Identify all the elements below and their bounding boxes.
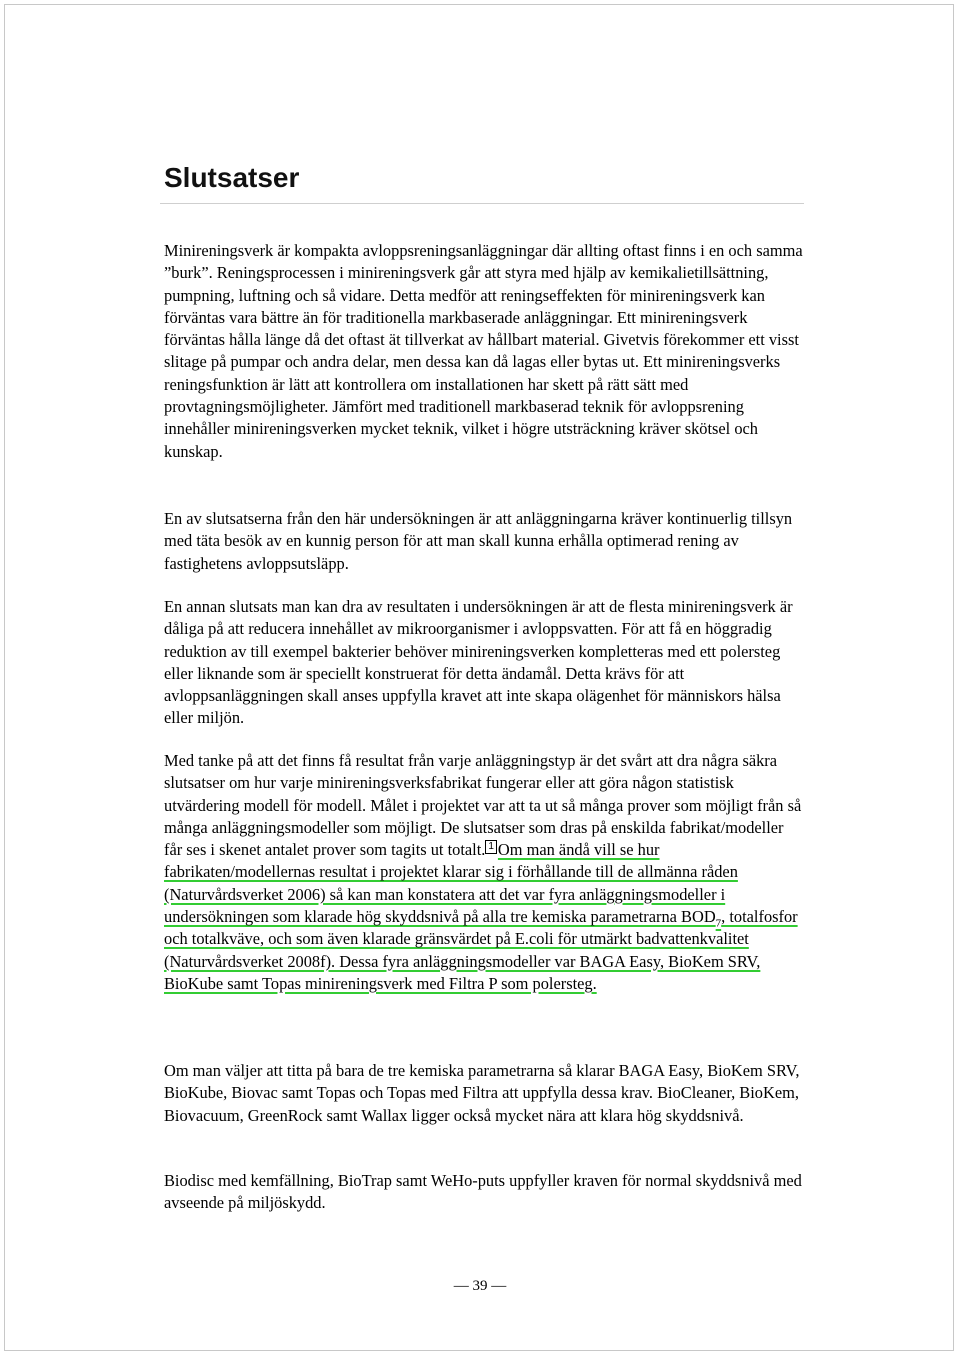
page-number: — 39 — <box>453 1278 507 1294</box>
revised-text-b: , totalfosfor och totalkväve, och som även klarade gränsvärdet på E.coli för utmärkt badvattenkvalitet (Naturvårdsverket 2008f). Dessa fyra anläggningsmodeller var BAGA Easy, BioKem SRV, BioKube samt Topas minireningsverk med Filtra P som polersteg. <box>164 907 798 993</box>
paragraph-normal-protection: Biodisc med kemfällning, BioTrap samt WeHo-puts uppfyller kraven för normal skyddsnivå med avseende på miljöskydd. <box>164 1171 802 1213</box>
comment-marker[interactable]: 1 <box>485 840 497 854</box>
revised-text-a: Om man ändå vill se hur fabrikaten/modellernas resultat i projektet klarar sig i förhållande till de allmänna råden (Naturvårdsverket 2006) så kan man konstatera att det var fyra anläggningsmodeller i undersökningen som klarade hög skyddsnivå på alla tre kemiska parametrarna BOD <box>164 840 738 927</box>
paragraph-intro: Minireningsverk är kompakta avloppsreningsanläggningar där allting oftast finns i en och samma ”burk”. Reningsprocessen i minireningsverk går att styra med hjälp av kemikalietillsättning, pumpning, luftning och så vidare. Detta medför att reningseffekten för minireningsverk kan förväntas vara bättre än för traditionella markbaserade anläggningar. Ett minireningsverk förväntas hålla länge då det oftast ät tillverkat av hållbart material. Givetvis förekommer ett visst slitage på pumpar och andra delar, men dessa kan då lagas eller bytas ut. Ett minireningsverks reningsfunktion är lätt att kontrollera om installationen har skett på rätt sätt med provtagningsmöjligheter. Jämfört med traditionell markbaserad teknik för avloppsrening innehåller minireningsverken mycket teknik, vilket i högre utsträckning kräver skötsel och kunskap. <box>164 241 803 461</box>
paragraph-microorganisms: En annan slutsats man kan dra av resultaten i undersökningen är att de flesta minireningsverk är dåliga på att reducera innehållet av mikroorganismer i avloppsvatten. För att få en höggradig reduktion av till exempel bakterier behöver minireningsverken kompletteras med ett polersteg eller liknande som är speciellt konstruerat för detta ändamål. Detta krävs för att avloppsanläggningen skall anses uppfylla kravet att inte skapa olägenhet för människors hälsa eller miljön. <box>164 597 793 728</box>
paragraph-results-intro: Med tanke på att det finns få resultat från varje anläggningstyp är det svårt att dra några säkra slutsatser om hur varje minireningsverksfabrikat fungerar eller att göra någon statistisk utvärdering modell för modell. Målet i projektet var att ta ut så många prover som möjligt från så många anläggningsmodeller som möjligt. De slutsatser som dras på enskilda fabrikat/modeller får ses i skenet antalet prover som tagits ut totalt. <box>164 751 802 860</box>
paragraph-chemical-parameters: Om man väljer att titta på bara de tre kemiska parametrarna så klarar BAGA Easy, BioKem SRV, BioKube, Biovac samt Topas och Topas med Filtra att uppfylla dessa krav. BioCleaner, BioKem, Biovacuum, GreenRock samt Wallax ligger också mycket nära att klara hög skyddsnivå. <box>164 1061 800 1125</box>
revised-subscript: 7 <box>715 917 722 930</box>
heading-divider <box>160 203 804 204</box>
paragraph-results <box>164 750 804 995</box>
page-title: Slutsatser <box>164 162 300 193</box>
paragraph-supervision: En av slutsatserna från den här undersökningen är att anläggningarna kräver kontinuerlig tillsyn med täta besök av en kunnig person för att man skall kunna erhålla optimerad rening av fastighetens avloppsutsläpp. <box>164 509 793 573</box>
